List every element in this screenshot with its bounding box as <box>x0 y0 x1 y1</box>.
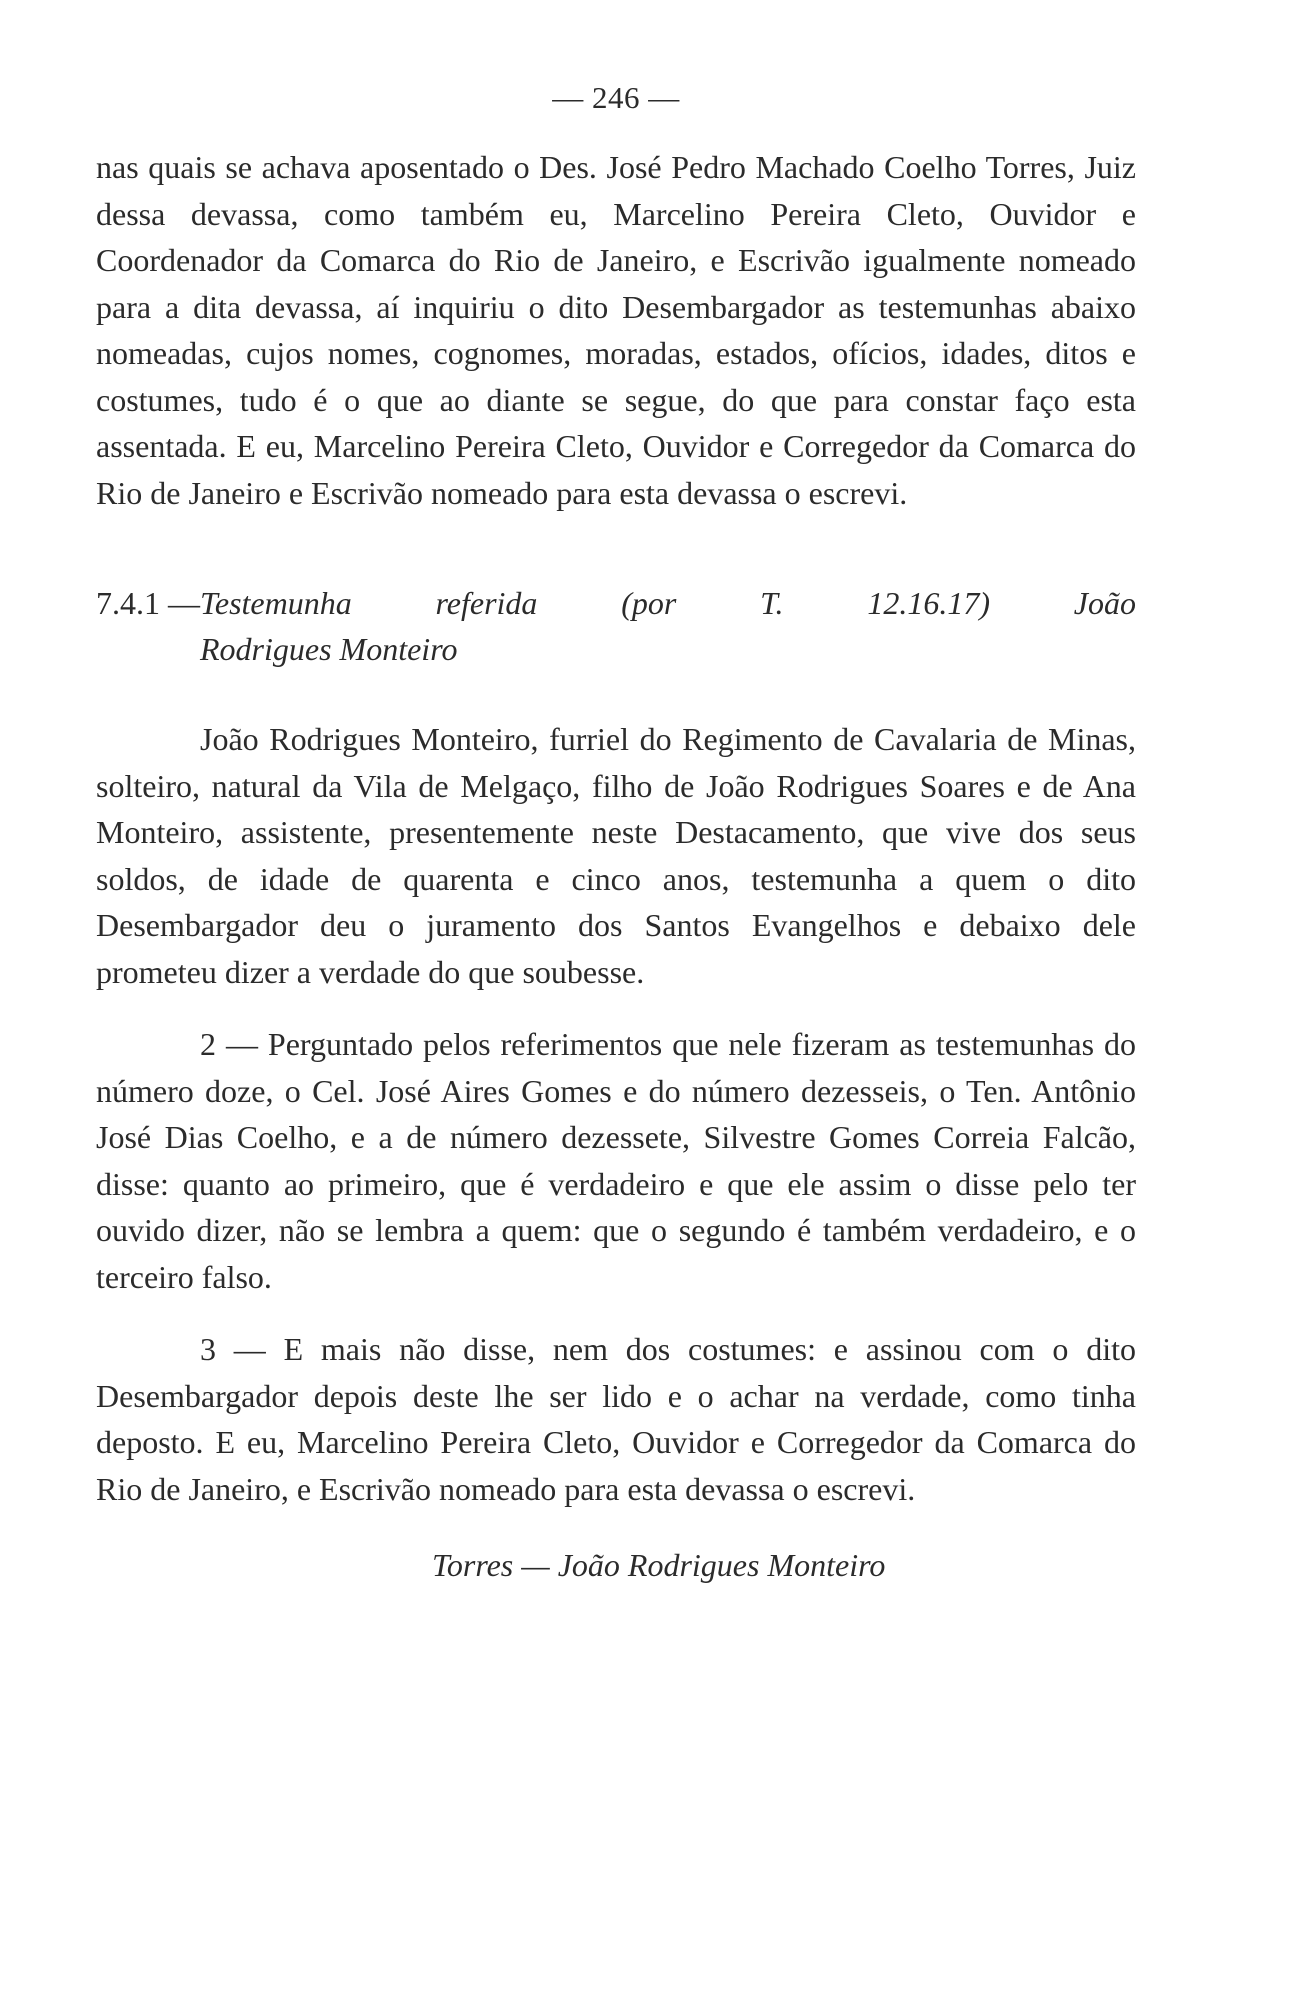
section-label: Testemunha <box>200 585 352 621</box>
paragraph-assentada: nas quais se achava aposentado o Des. José Pedro Machado Coelho Torres, Juiz dessa devassa, como também eu, Marcelino Pereira Cleto, Ouvidor e Coordenador da Comarca do Rio de Janeiro, e Escrivão igualmente nomeado para a dita devassa, aí inquiriu o dito Desembargador as testemunhas abaixo nomeadas, cujos nomes, cognomes, moradas, estados, ofícios, idades, ditos e costumes, tudo é o que ao diante se segue, do que para constar faço esta assentada. E eu, Marcelino Pereira Cleto, Ouvidor e Corregedor da Comarca do Rio de Janeiro e Escrivão nomeado para esta devassa o escrevi. <box>96 149 1136 511</box>
document-page <box>96 78 1136 1588</box>
section-name-1: João <box>1073 585 1136 621</box>
section-ref-3: 12.16.17) <box>867 585 990 621</box>
section-ref: (por <box>621 585 677 621</box>
section-name-2: Rodrigues Monteiro <box>200 631 458 667</box>
section-heading <box>96 580 1136 672</box>
paragraph-witness-intro: João Rodrigues Monteiro, furriel do Regimento de Cavalaria de Minas, solteiro, natural da Vila de Melgaço, filho de João Rodrigues Soares e de Ana Monteiro, assistente, presentemente neste Destacamento, que vive dos seus soldos, de idade de quarenta e cinco anos, testemunha a quem o dito Desembargador deu o juramento dos Santos Evangelhos e debaixo dele prometeu dizer a verdade do que soubesse. <box>96 721 1136 990</box>
signature-line: Torres — João Rodrigues Monteiro <box>432 1547 886 1583</box>
page-number: — 246 — <box>552 80 680 115</box>
section-title <box>200 580 1136 672</box>
section-ref-2: T. <box>760 585 784 621</box>
section-title-line-1 <box>200 580 1136 626</box>
section-number: 7.4.1 — <box>96 585 200 621</box>
paragraph-item-3: 3 — E mais não disse, nem dos costumes: e assinou com o dito Desembargador depois deste lhe ser lido e o achar na verdade, como tinha deposto. E eu, Marcelino Pereira Cleto, Ouvidor e Corregedor da Comarca do Rio de Janeiro, e Escrivão nomeado para esta devassa o escrevi. <box>96 1331 1136 1507</box>
section-label-2: referida <box>435 585 538 621</box>
paragraph-item-2: 2 — Perguntado pelos referimentos que nele fizeram as testemunhas do número doze, o Cel. José Aires Gomes e do número dezesseis, o Ten. Antônio José Dias Coelho, e a de número dezessete, Silvestre Gomes Correia Falcão, disse: quanto ao primeiro, que é verdadeiro e que ele assim o disse pelo ter ouvido dizer, não se lembra a quem: que o segundo é também verdadeiro, e o terceiro falso. <box>96 1026 1136 1295</box>
